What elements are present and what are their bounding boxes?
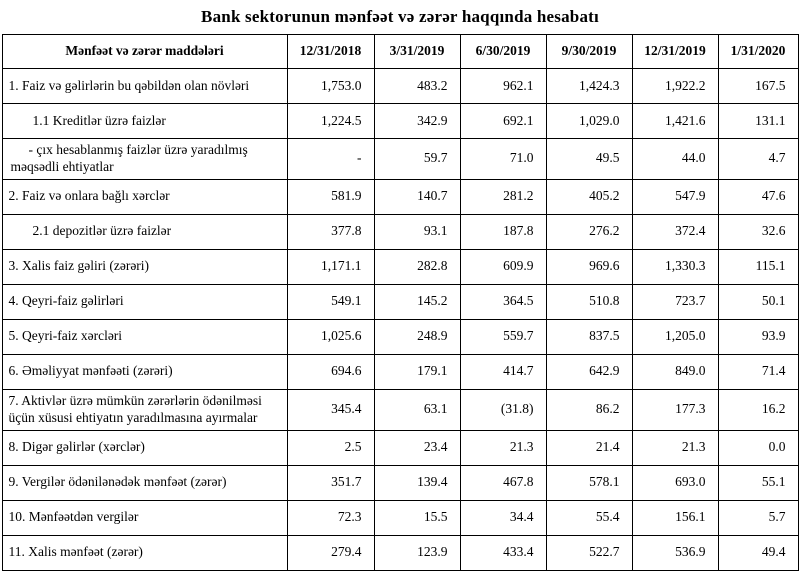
cell-value: 281.2 <box>460 179 546 214</box>
cell-value: 1,029.0 <box>546 104 632 139</box>
cell-value: (31.8) <box>460 389 546 430</box>
cell-value: 1,171.1 <box>287 249 374 284</box>
cell-value: - <box>287 139 374 180</box>
cell-value: 1,421.6 <box>632 104 718 139</box>
cell-value: 21.4 <box>546 430 632 465</box>
cell-value: 93.1 <box>374 214 460 249</box>
cell-value: 342.9 <box>374 104 460 139</box>
cell-value: 71.0 <box>460 139 546 180</box>
cell-value: 131.1 <box>718 104 798 139</box>
cell-value: 405.2 <box>546 179 632 214</box>
cell-value: 581.9 <box>287 179 374 214</box>
cell-value: 34.4 <box>460 500 546 535</box>
row-label: 10. Mənfəətdən vergilər <box>2 500 287 535</box>
table-row <box>2 500 798 535</box>
row-label: 4. Qeyri-faiz gəlirləri <box>2 284 287 319</box>
cell-value: 351.7 <box>287 465 374 500</box>
cell-value: 145.2 <box>374 284 460 319</box>
row-label: 5. Qeyri-faiz xərcləri <box>2 319 287 354</box>
column-header: 12/31/2018 <box>287 35 374 69</box>
row-label: 7. Aktivlər üzrə mümkün zərərlərin ödənilməsi üçün xüsusi ehtiyatın yaradılmasına ayırmalar <box>2 389 287 430</box>
cell-value: 123.9 <box>374 535 460 570</box>
cell-value: 372.4 <box>632 214 718 249</box>
cell-value: 1,424.3 <box>546 69 632 104</box>
cell-value: 55.1 <box>718 465 798 500</box>
cell-value: 694.6 <box>287 354 374 389</box>
cell-value: 4.7 <box>718 139 798 180</box>
cell-value: 63.1 <box>374 389 460 430</box>
cell-value: 167.5 <box>718 69 798 104</box>
cell-value: 179.1 <box>374 354 460 389</box>
cell-value: 86.2 <box>546 389 632 430</box>
cell-value: 969.6 <box>546 249 632 284</box>
cell-value: 15.5 <box>374 500 460 535</box>
cell-value: 837.5 <box>546 319 632 354</box>
cell-value: 962.1 <box>460 69 546 104</box>
table-row <box>2 535 798 570</box>
cell-value: 578.1 <box>546 465 632 500</box>
table-row <box>2 319 798 354</box>
row-label: 6. Əməliyyat mənfəəti (zərəri) <box>2 354 287 389</box>
row-label: 3. Xalis faiz gəliri (zərəri) <box>2 249 287 284</box>
cell-value: 433.4 <box>460 535 546 570</box>
cell-value: 248.9 <box>374 319 460 354</box>
row-label: 2.1 depozitlər üzrə faizlər <box>2 214 287 249</box>
row-label: 8. Digər gəlirlər (xərclər) <box>2 430 287 465</box>
table-row <box>2 354 798 389</box>
cell-value: 547.9 <box>632 179 718 214</box>
table-row <box>2 465 798 500</box>
cell-value: 139.4 <box>374 465 460 500</box>
row-label: 1.1 Kreditlər üzrə faizlər <box>2 104 287 139</box>
cell-value: 549.1 <box>287 284 374 319</box>
cell-value: 1,205.0 <box>632 319 718 354</box>
cell-value: 642.9 <box>546 354 632 389</box>
column-header: 6/30/2019 <box>460 35 546 69</box>
cell-value: 1,224.5 <box>287 104 374 139</box>
cell-value: 2.5 <box>287 430 374 465</box>
cell-value: 483.2 <box>374 69 460 104</box>
row-label: 11. Xalis mənfəət (zərər) <box>2 535 287 570</box>
cell-value: 177.3 <box>632 389 718 430</box>
row-label: 1. Faiz və gəlirlərin bu qəbildən olan növləri <box>2 69 287 104</box>
column-header: 12/31/2019 <box>632 35 718 69</box>
cell-value: 23.4 <box>374 430 460 465</box>
table-row <box>2 179 798 214</box>
row-label: 2. Faiz və onlara bağlı xərclər <box>2 179 287 214</box>
cell-value: 414.7 <box>460 354 546 389</box>
column-header: Mənfəət və zərər maddələri <box>2 35 287 69</box>
cell-value: 1,922.2 <box>632 69 718 104</box>
cell-value: 49.5 <box>546 139 632 180</box>
table-row <box>2 104 798 139</box>
row-label: 9. Vergilər ödənilənədək mənfəət (zərər) <box>2 465 287 500</box>
column-header: 9/30/2019 <box>546 35 632 69</box>
cell-value: 71.4 <box>718 354 798 389</box>
cell-value: 693.0 <box>632 465 718 500</box>
cell-value: 93.9 <box>718 319 798 354</box>
cell-value: 559.7 <box>460 319 546 354</box>
cell-value: 692.1 <box>460 104 546 139</box>
pnl-table <box>2 34 799 571</box>
cell-value: 345.4 <box>287 389 374 430</box>
column-header: 3/31/2019 <box>374 35 460 69</box>
cell-value: 609.9 <box>460 249 546 284</box>
cell-value: 55.4 <box>546 500 632 535</box>
cell-value: 536.9 <box>632 535 718 570</box>
cell-value: 47.6 <box>718 179 798 214</box>
table-body <box>2 69 798 571</box>
cell-value: 140.7 <box>374 179 460 214</box>
table-row <box>2 389 798 430</box>
cell-value: 50.1 <box>718 284 798 319</box>
cell-value: 32.6 <box>718 214 798 249</box>
cell-value: 510.8 <box>546 284 632 319</box>
table-row <box>2 139 798 180</box>
cell-value: 49.4 <box>718 535 798 570</box>
cell-value: 156.1 <box>632 500 718 535</box>
cell-value: 115.1 <box>718 249 798 284</box>
cell-value: 21.3 <box>632 430 718 465</box>
cell-value: 467.8 <box>460 465 546 500</box>
column-header: 1/31/2020 <box>718 35 798 69</box>
cell-value: 276.2 <box>546 214 632 249</box>
cell-value: 282.8 <box>374 249 460 284</box>
table-row <box>2 284 798 319</box>
table-row <box>2 214 798 249</box>
cell-value: 723.7 <box>632 284 718 319</box>
cell-value: 522.7 <box>546 535 632 570</box>
cell-value: 5.7 <box>718 500 798 535</box>
cell-value: 21.3 <box>460 430 546 465</box>
table-row <box>2 249 798 284</box>
cell-value: 187.8 <box>460 214 546 249</box>
cell-value: 1,025.6 <box>287 319 374 354</box>
cell-value: 0.0 <box>718 430 798 465</box>
table-row <box>2 69 798 104</box>
cell-value: 44.0 <box>632 139 718 180</box>
cell-value: 1,330.3 <box>632 249 718 284</box>
cell-value: 364.5 <box>460 284 546 319</box>
cell-value: 59.7 <box>374 139 460 180</box>
table-header-row <box>2 35 798 69</box>
page-title: Bank sektorunun mənfəət və zərər haqqında hesabatı <box>201 7 599 26</box>
cell-value: 279.4 <box>287 535 374 570</box>
cell-value: 16.2 <box>718 389 798 430</box>
cell-value: 377.8 <box>287 214 374 249</box>
cell-value: 72.3 <box>287 500 374 535</box>
table-row <box>2 430 798 465</box>
cell-value: 1,753.0 <box>287 69 374 104</box>
cell-value: 849.0 <box>632 354 718 389</box>
row-label: - çıx hesablanmış faizlər üzrə yaradılmış məqsədli ehtiyatlar <box>2 139 287 180</box>
